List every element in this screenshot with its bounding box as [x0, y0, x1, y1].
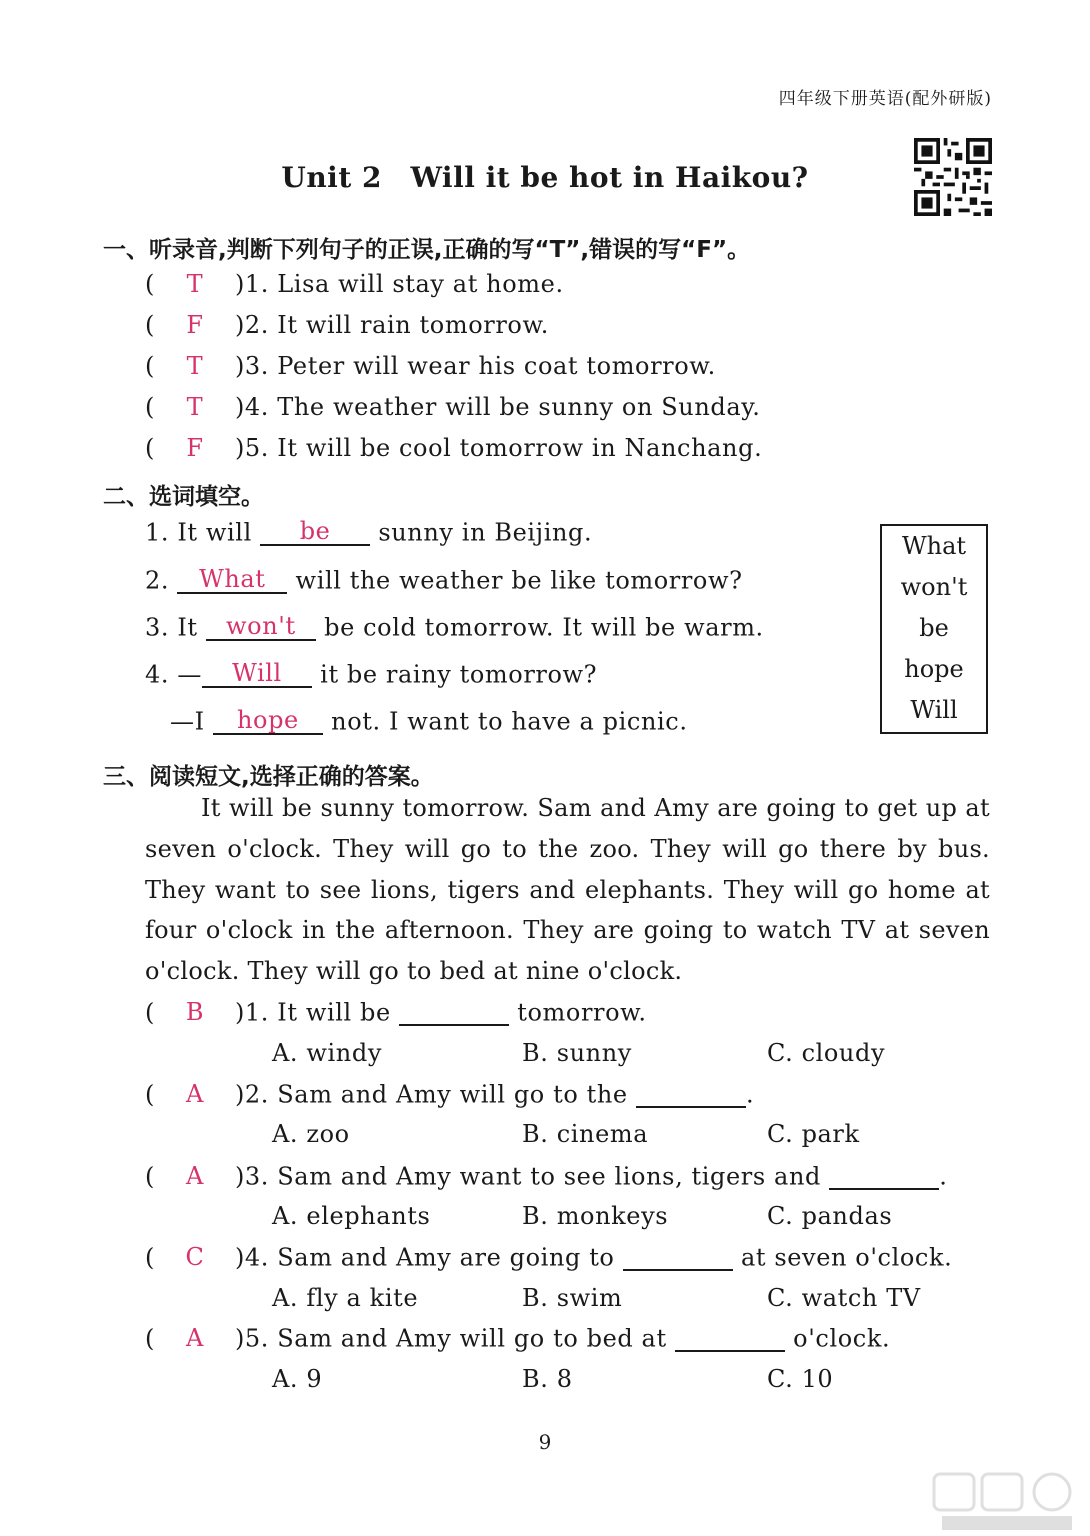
mc-question: ( A )5. Sam and Amy will go to bed at o'clock. — [145, 1324, 891, 1353]
mc-answer: A — [186, 1080, 204, 1109]
mc-answer: C — [185, 1243, 205, 1272]
qr-code-icon — [914, 138, 992, 216]
item-number: )1. — [234, 998, 270, 1027]
fill-answer: be — [260, 518, 370, 546]
fill-item — [145, 566, 743, 594]
item-text: Lisa will stay at home. — [277, 270, 564, 298]
tf-answer: F — [186, 434, 204, 462]
fill-item — [145, 613, 764, 641]
tf-answer: T — [186, 393, 204, 421]
tf-item: ( T )3. Peter will wear his coat tomorrow. — [145, 352, 716, 380]
mc-answer: B — [185, 998, 205, 1027]
option-b: B. swim — [522, 1284, 623, 1312]
option-b: B. cinema — [522, 1120, 649, 1148]
item-text: Sam and Amy want to see lions, tigers and — [277, 1162, 830, 1191]
item-text: . — [745, 1080, 755, 1109]
tf-answer: T — [186, 352, 204, 380]
item-number: )2. — [234, 311, 270, 339]
fill-item — [145, 660, 597, 688]
item-text: it be rainy tomorrow? — [311, 660, 598, 689]
item-text: will the weather be like tomorrow? — [287, 566, 743, 595]
item-number: )3. — [234, 352, 270, 380]
item-number: )3. — [234, 1162, 270, 1191]
item-text: not. I want to have a picnic. — [322, 707, 688, 736]
item-text: 1. It will — [145, 518, 261, 547]
item-text: o'clock. — [784, 1324, 891, 1353]
item-text: be cold tomorrow. It will be warm. — [315, 613, 764, 642]
item-text: It will be cool tomorrow in Nanchang. — [277, 434, 763, 462]
blank — [829, 1162, 939, 1190]
item-number: )4. — [234, 1243, 270, 1272]
tf-item: ( T )1. Lisa will stay at home. — [145, 270, 564, 298]
page-number: 9 — [538, 1430, 552, 1454]
passage-text: It will be sunny tomorrow. Sam and Amy are going to get up at seven o'clock. They will go to the zoo. They will go there by bus. They want to see lions, tigers and elephants. They will go home at four o'clock in the afternoon. They are going to watch TV at seven o'clock. They will go to bed at nine o'clock. — [145, 794, 990, 986]
fill-answer: hope — [213, 707, 323, 735]
option-c: C. cloudy — [767, 1039, 886, 1067]
section1-heading: 一、听录音,判断下列句子的正误,正确的写“T”,错误的写“F”。 — [103, 237, 751, 263]
section3-heading: 三、阅读短文,选择正确的答案。 — [103, 764, 434, 790]
mc-question: ( A )3. Sam and Amy want to see lions, tigers and . — [145, 1162, 948, 1191]
item-text: sunny in Beijing. — [370, 518, 593, 547]
item-number: )2. — [234, 1080, 270, 1109]
page-title: Unit 2 Will it be hot in Haikou? — [281, 161, 809, 194]
mc-question: ( C )4. Sam and Amy are going to at seven o'clock. — [145, 1243, 953, 1272]
item-text: at seven o'clock. — [732, 1243, 953, 1272]
word-bank-item: Will — [910, 696, 958, 724]
option-a: A. zoo — [272, 1120, 350, 1148]
option-b: B. 8 — [522, 1365, 573, 1393]
word-bank-item: What — [901, 532, 967, 560]
option-a: A. fly a kite — [272, 1284, 419, 1312]
mc-question: ( A )2. Sam and Amy will go to the . — [145, 1080, 755, 1109]
fill-answer: won't — [206, 613, 316, 641]
page-header: 四年级下册英语(配外研版) — [778, 89, 992, 109]
item-text: Peter will wear his coat tomorrow. — [277, 352, 716, 380]
option-b: B. monkeys — [522, 1202, 669, 1230]
blank — [675, 1324, 785, 1352]
option-c: C. watch TV — [767, 1284, 921, 1312]
item-number: )5. — [234, 1324, 270, 1353]
item-number: )5. — [234, 434, 270, 462]
mc-question: ( B )1. It will be tomorrow. — [145, 998, 647, 1027]
mc-options — [272, 1365, 833, 1393]
fill-answer: What — [177, 566, 287, 594]
item-text: . — [939, 1162, 948, 1191]
item-text: 3. It — [145, 613, 206, 642]
section2-heading: 二、选词填空。 — [103, 484, 264, 510]
watermark-logo — [932, 1470, 1082, 1534]
tf-item: ( T )4. The weather will be sunny on Sunday. — [145, 393, 761, 421]
item-text: It will be — [277, 998, 400, 1027]
fill-item — [145, 518, 592, 546]
item-number: )1. — [234, 270, 270, 298]
option-a: A. elephants — [272, 1202, 431, 1230]
tf-item: ( F )2. It will rain tomorrow. — [145, 311, 549, 339]
mc-answer: A — [186, 1162, 204, 1191]
option-a: A. 9 — [272, 1365, 323, 1393]
item-text: Sam and Amy will go to the — [277, 1080, 636, 1109]
fill-item — [170, 707, 688, 735]
item-text: The weather will be sunny on Sunday. — [277, 393, 761, 421]
word-bank — [880, 524, 988, 734]
mc-options — [272, 1202, 892, 1230]
item-text: Sam and Amy will go to bed at — [277, 1324, 675, 1353]
fill-answer: Will — [202, 660, 312, 688]
reading-passage — [145, 788, 990, 992]
option-c: C. pandas — [767, 1202, 893, 1230]
tf-item: ( F )5. It will be cool tomorrow in Nanchang. — [145, 434, 763, 462]
blank — [399, 998, 509, 1026]
item-text: 2. — [145, 566, 178, 595]
option-b: B. sunny — [522, 1039, 632, 1067]
mc-answer: A — [186, 1324, 204, 1353]
item-number: )4. — [234, 393, 270, 421]
tf-answer: F — [186, 311, 204, 339]
option-a: A. windy — [272, 1039, 382, 1067]
mc-options — [272, 1039, 885, 1067]
item-text: —I — [170, 707, 213, 736]
item-text: It will rain tomorrow. — [277, 311, 549, 339]
item-text: 4. — — [145, 660, 202, 689]
item-text: tomorrow. — [509, 998, 647, 1027]
word-bank-item: hope — [904, 655, 964, 683]
blank — [623, 1243, 733, 1271]
word-bank-item: won't — [900, 573, 968, 601]
mc-options — [272, 1284, 921, 1312]
mc-options — [272, 1120, 860, 1148]
option-c: C. park — [767, 1120, 860, 1148]
blank — [636, 1080, 746, 1108]
item-text: Sam and Amy are going to — [277, 1243, 623, 1272]
word-bank-item: be — [919, 614, 949, 642]
tf-answer: T — [186, 270, 204, 298]
option-c: C. 10 — [767, 1365, 834, 1393]
